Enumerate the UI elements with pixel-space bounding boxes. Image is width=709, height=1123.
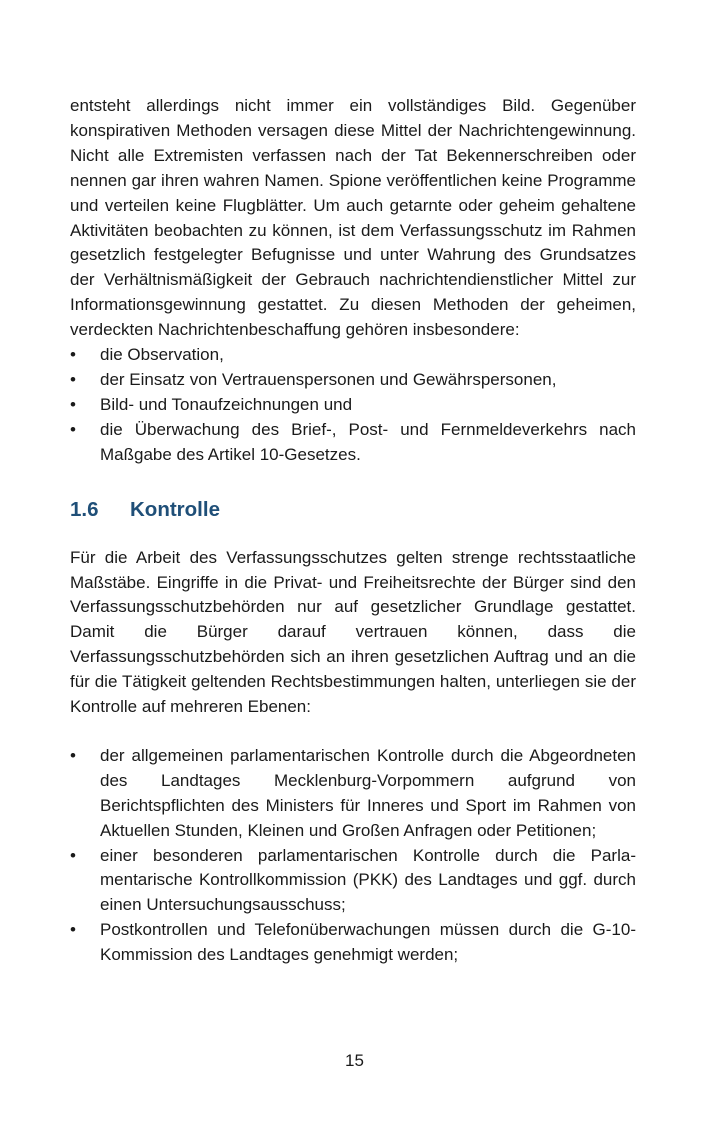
list-item-text: die Observation, bbox=[100, 345, 224, 365]
bullet-icon: • bbox=[70, 920, 76, 940]
page-body bbox=[70, 94, 636, 968]
section-title: Kontrolle bbox=[130, 497, 220, 521]
section-paragraph: Für die Arbeit des Verfassungsschutzes gelten strenge rechtsstaatliche Maßstäbe. Eingriffe in die Privat- und Freiheitsrechte der Bürger sind den Verfassungsschutzbehörden nur auf gesetzlicher Grundlage gestattet. Damit die Bürger darauf vertrauen können, dass die Verfassungsschutzbehörden sich an ihren gesetzlichen Auftrag und an die für die Tätigkeit geltenden Rechtsbestimmungen halten, unterliegen sie der Kontrolle auf mehreren Ebenen: bbox=[70, 547, 636, 717]
list-item bbox=[70, 368, 636, 393]
list-item-text: Postkontrollen und Telefonüberwachungen müssen durch die G-10-Kommission des Landtages genehmigt werden; bbox=[100, 920, 636, 965]
list-item bbox=[70, 418, 636, 468]
paragraph-spacer bbox=[70, 720, 636, 744]
list-item bbox=[70, 744, 636, 844]
list-item bbox=[70, 844, 636, 919]
list-item-text: die Überwachung des Brief-, Post- und Fernmeldeverkehrs nach Maßgabe des Artikel 10-Gesetzes. bbox=[100, 419, 636, 464]
intro-bullet-list bbox=[70, 343, 636, 468]
bullet-icon: • bbox=[70, 345, 76, 365]
bullet-icon: • bbox=[70, 745, 76, 765]
section-number: 1.6 bbox=[70, 497, 99, 521]
list-item-text: Bild- und Tonaufzeichnungen und bbox=[100, 394, 353, 414]
section-heading bbox=[70, 496, 636, 524]
page-number: 15 bbox=[345, 1051, 364, 1070]
list-item bbox=[70, 918, 636, 968]
list-item bbox=[70, 343, 636, 368]
section-bullet-list bbox=[70, 744, 636, 968]
list-item-text: einer besonderen parlamentarischen Kontrolle durch die Parlamentarische Kontrollkommission (PKK) des Landtages und ggf. durch einen Untersuchungsausschuss; bbox=[100, 845, 636, 915]
bullet-icon: • bbox=[70, 369, 76, 389]
list-item bbox=[70, 393, 636, 418]
bullet-icon: • bbox=[70, 845, 76, 865]
bullet-icon: • bbox=[70, 419, 76, 439]
list-item-text: der Einsatz von Vertrauenspersonen und Gewährspersonen, bbox=[100, 369, 557, 389]
intro-paragraph: entsteht allerdings nicht immer ein vollständiges Bild. Gegenüber konspirativen Methoden versagen diese Mittel der Nachrichtengewinnung. Nicht alle Extremisten verfassen nach der Tat Bekennerschreiben oder nennen gar ihren wahren Namen. Spione veröffentlichen keine Programme und verteilen keine Flugblätter. Um auch getarnte oder geheim gehaltene Aktivitäten beobachten zu können, ist dem Verfassungsschutz im Rahmen gesetzlich festgelegter Befugnisse und unter Wahrung des Grundsatzes der Verhältnismäßigkeit der Gebrauch nachrichtendienstlicher Mittel zur Informationsgewinnung gestattet. Zu diesen Methoden der geheimen, verdeckten Nachrichtenbeschaffung gehören insbesondere: bbox=[70, 96, 636, 340]
list-item-text: der allgemeinen parlamentarischen Kontrolle durch die Abgeordneten des Landtages Mecklenburg-Vorpommern aufgrund von Berichtspflichten des Ministers für Inneres und Sport im Rahmen von Aktuellen Stunden, Kleinen und Großen Anfragen oder Petitionen; bbox=[100, 745, 636, 840]
bullet-icon: • bbox=[70, 394, 76, 414]
